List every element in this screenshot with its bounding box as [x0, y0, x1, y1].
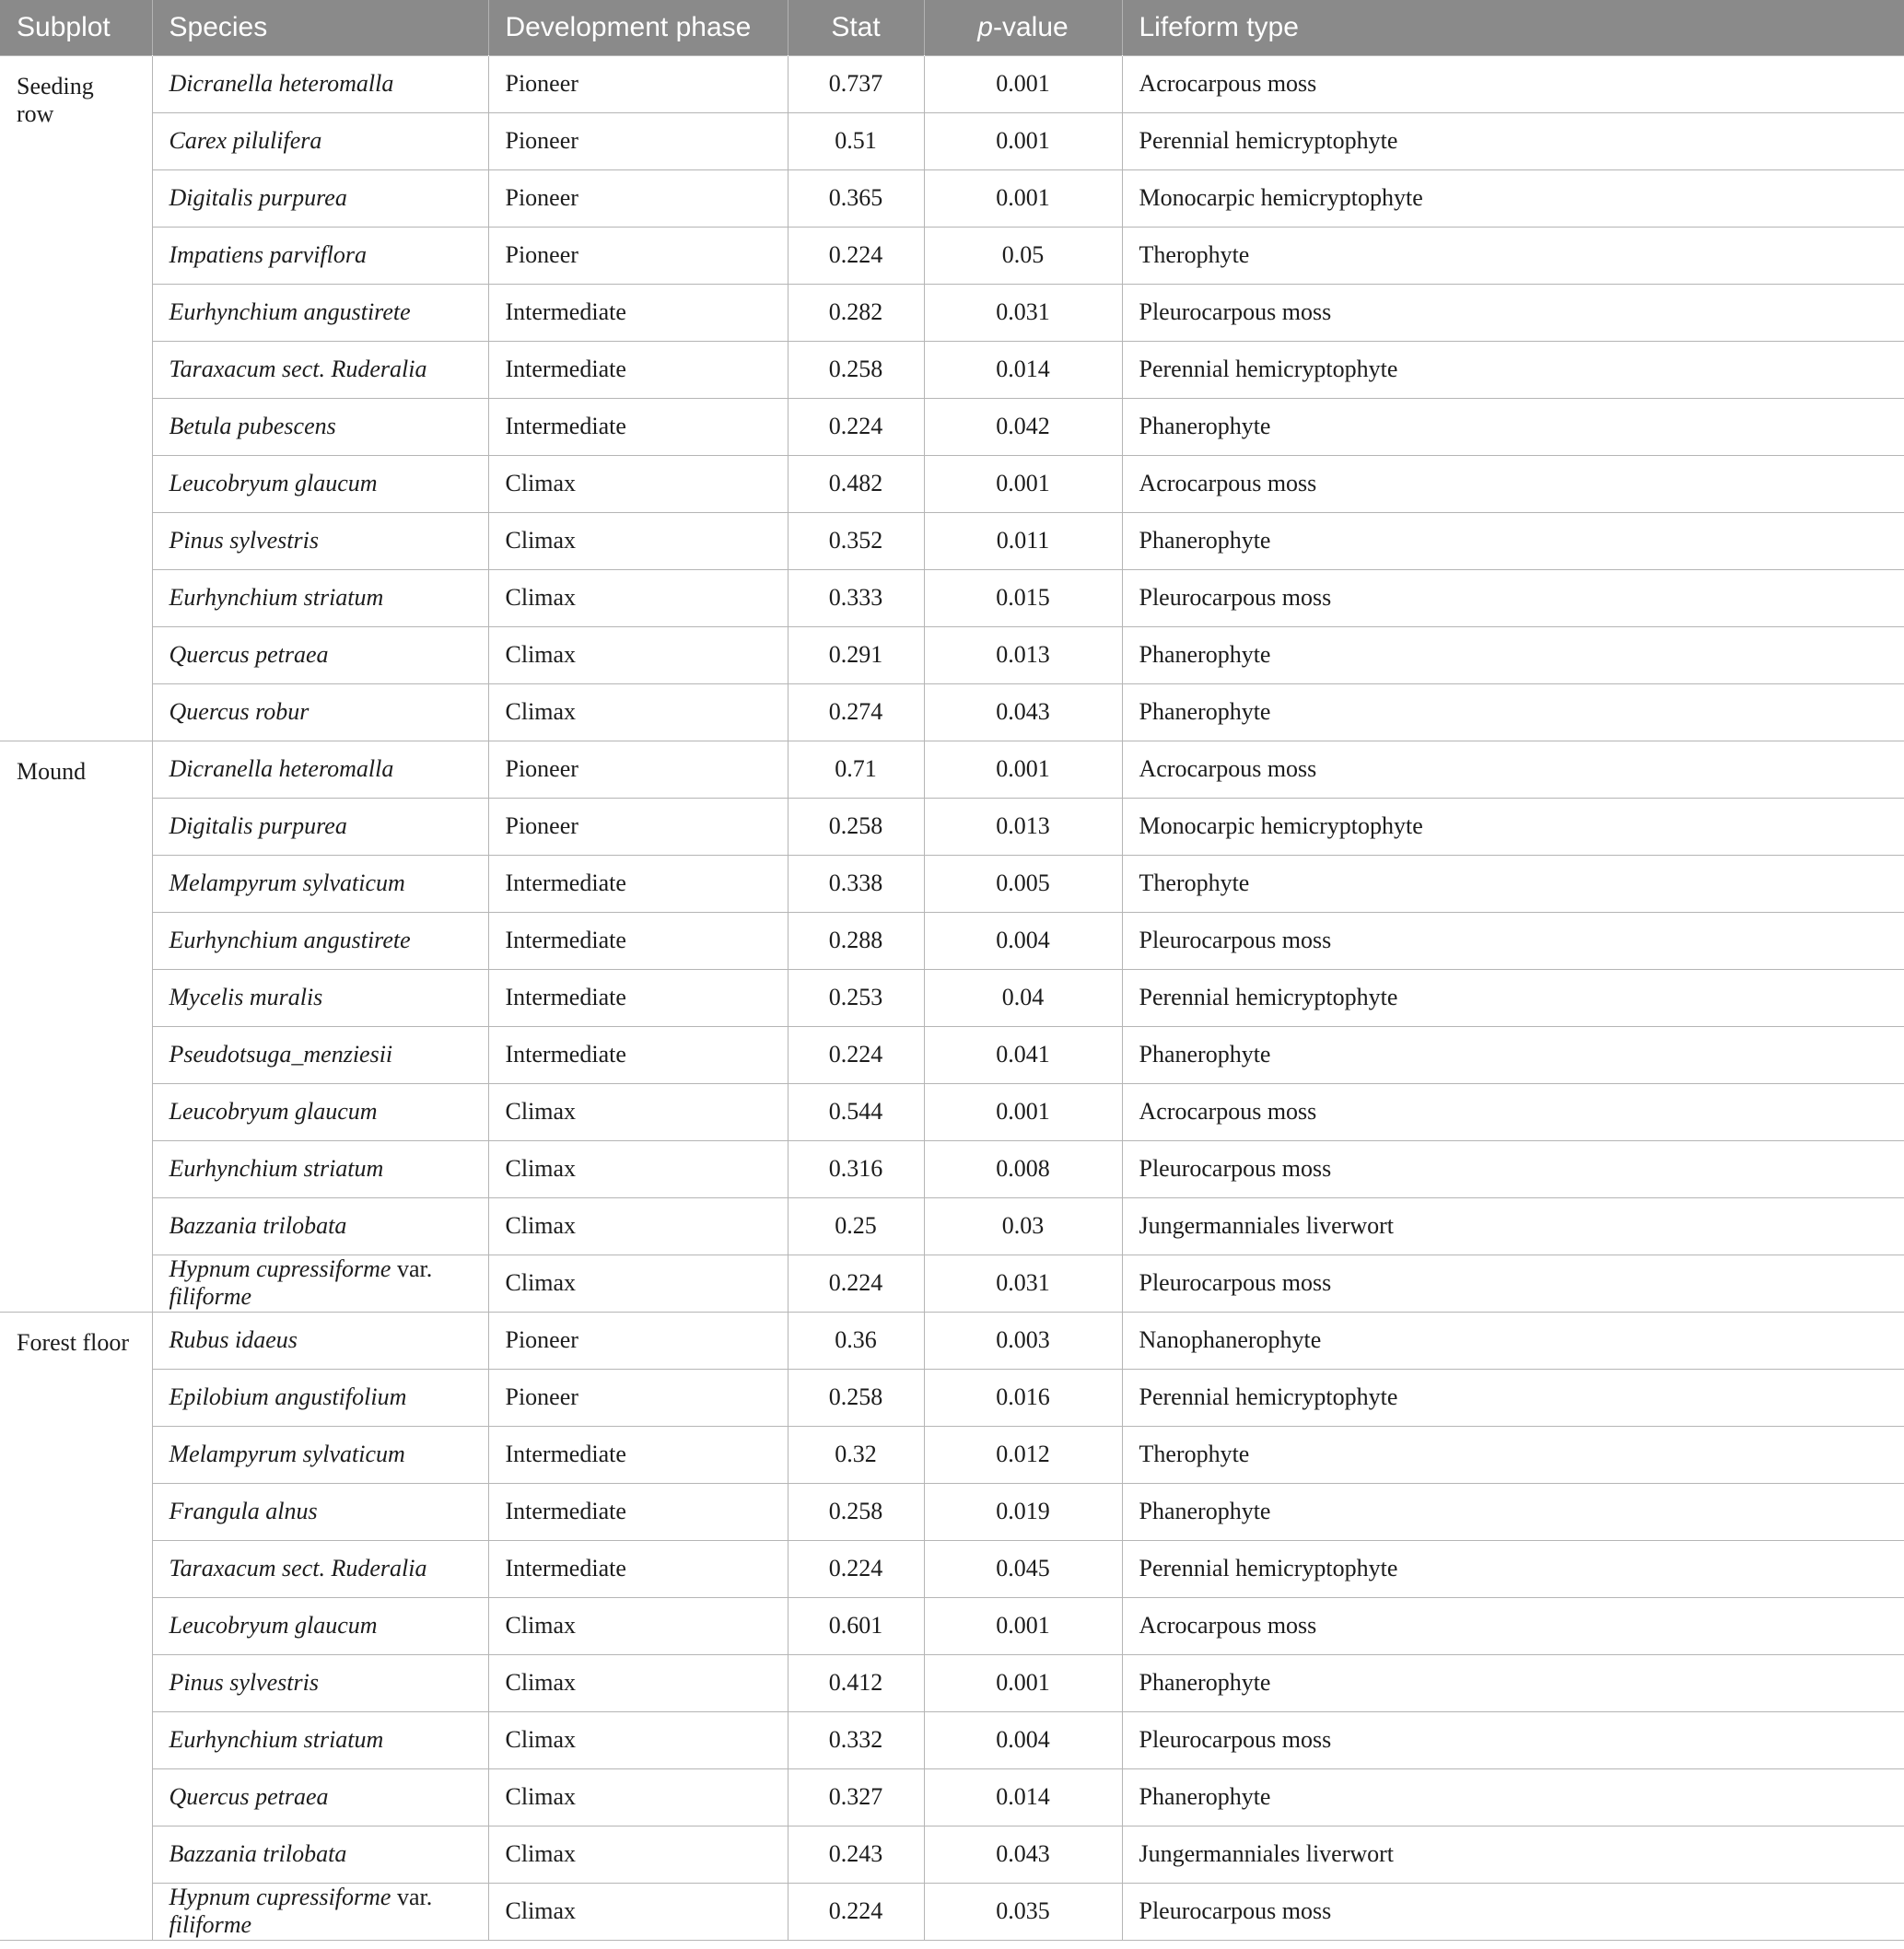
lifeform-cell: Nanophanerophyte	[1122, 1312, 1904, 1369]
table-body	[0, 55, 1904, 1940]
phase-cell: Pioneer	[488, 55, 788, 112]
stat-cell: 0.601	[788, 1597, 924, 1654]
lifeform-cell: Pleurocarpous moss	[1122, 1883, 1904, 1940]
species-cell: Epilobium angustifolium	[152, 1369, 488, 1426]
phase-cell: Climax	[488, 455, 788, 512]
species-cell: Pseudotsuga_menziesii	[152, 1026, 488, 1083]
stat-cell: 0.258	[788, 1483, 924, 1540]
column-header-development-phase: Development phase	[488, 0, 788, 55]
lifeform-cell: Pleurocarpous moss	[1122, 1711, 1904, 1768]
phase-cell: Intermediate	[488, 1426, 788, 1483]
lifeform-cell: Phanerophyte	[1122, 1768, 1904, 1826]
phase-cell: Climax	[488, 1083, 788, 1140]
p-cell: 0.001	[924, 169, 1122, 227]
species-cell: Bazzania trilobata	[152, 1826, 488, 1883]
table-row	[0, 969, 1904, 1026]
lifeform-cell: Therophyte	[1122, 227, 1904, 284]
species-cell: Pinus sylvestris	[152, 1654, 488, 1711]
phase-cell: Pioneer	[488, 227, 788, 284]
species-cell: Hypnum cupressiforme var. filiforme	[152, 1255, 488, 1312]
phase-cell: Pioneer	[488, 1369, 788, 1426]
phase-cell: Climax	[488, 1711, 788, 1768]
stat-cell: 0.36	[788, 1312, 924, 1369]
stat-cell: 0.333	[788, 569, 924, 626]
stat-cell: 0.224	[788, 1026, 924, 1083]
table-row	[0, 1597, 1904, 1654]
lifeform-cell: Jungermanniales liverwort	[1122, 1826, 1904, 1883]
table-row	[0, 912, 1904, 969]
stat-cell: 0.258	[788, 341, 924, 398]
lifeform-cell: Phanerophyte	[1122, 1483, 1904, 1540]
species-cell: Frangula alnus	[152, 1483, 488, 1540]
lifeform-cell: Monocarpic hemicryptophyte	[1122, 798, 1904, 855]
stat-cell: 0.737	[788, 55, 924, 112]
stat-cell: 0.243	[788, 1826, 924, 1883]
phase-cell: Intermediate	[488, 398, 788, 455]
p-cell: 0.043	[924, 683, 1122, 741]
species-cell: Melampyrum sylvaticum	[152, 1426, 488, 1483]
stat-cell: 0.258	[788, 1369, 924, 1426]
subplot-group-label: Mound	[0, 741, 152, 1312]
table-row	[0, 1197, 1904, 1255]
table-row	[0, 1026, 1904, 1083]
p-cell: 0.001	[924, 1597, 1122, 1654]
table-row	[0, 1540, 1904, 1597]
table-row	[0, 1312, 1904, 1369]
species-cell: Bazzania trilobata	[152, 1197, 488, 1255]
table-row	[0, 741, 1904, 798]
column-header-stat: Stat	[788, 0, 924, 55]
lifeform-cell: Phanerophyte	[1122, 1654, 1904, 1711]
table-row	[0, 341, 1904, 398]
stat-cell: 0.282	[788, 284, 924, 341]
p-cell: 0.001	[924, 455, 1122, 512]
p-cell: 0.003	[924, 1312, 1122, 1369]
phase-cell: Climax	[488, 626, 788, 683]
subplot-group-label: Forest floor	[0, 1312, 152, 1940]
phase-cell: Climax	[488, 1140, 788, 1197]
table-row	[0, 1083, 1904, 1140]
species-cell: Eurhynchium striatum	[152, 1140, 488, 1197]
species-cell: Taraxacum sect. Ruderalia	[152, 341, 488, 398]
species-cell: Digitalis purpurea	[152, 798, 488, 855]
table-row	[0, 569, 1904, 626]
p-cell: 0.001	[924, 55, 1122, 112]
lifeform-cell: Monocarpic hemicryptophyte	[1122, 169, 1904, 227]
species-cell: Rubus idaeus	[152, 1312, 488, 1369]
phase-cell: Pioneer	[488, 169, 788, 227]
column-header-p-value	[924, 0, 1122, 55]
p-cell: 0.008	[924, 1140, 1122, 1197]
lifeform-cell: Perennial hemicryptophyte	[1122, 1540, 1904, 1597]
p-cell: 0.043	[924, 1826, 1122, 1883]
lifeform-cell: Pleurocarpous moss	[1122, 284, 1904, 341]
p-cell: 0.014	[924, 1768, 1122, 1826]
stat-cell: 0.224	[788, 398, 924, 455]
lifeform-cell: Perennial hemicryptophyte	[1122, 112, 1904, 169]
p-cell: 0.042	[924, 398, 1122, 455]
lifeform-cell: Acrocarpous moss	[1122, 741, 1904, 798]
species-cell: Pinus sylvestris	[152, 512, 488, 569]
column-header-subplot: Subplot	[0, 0, 152, 55]
p-cell: 0.014	[924, 341, 1122, 398]
table-row	[0, 512, 1904, 569]
stat-cell: 0.482	[788, 455, 924, 512]
species-cell: Eurhynchium angustirete	[152, 284, 488, 341]
p-cell: 0.015	[924, 569, 1122, 626]
species-cell: Eurhynchium striatum	[152, 569, 488, 626]
stat-cell: 0.51	[788, 112, 924, 169]
p-cell: 0.016	[924, 1369, 1122, 1426]
table-row	[0, 1654, 1904, 1711]
lifeform-cell: Therophyte	[1122, 1426, 1904, 1483]
phase-cell: Pioneer	[488, 1312, 788, 1369]
table-row	[0, 1768, 1904, 1826]
p-cell: 0.031	[924, 284, 1122, 341]
p-cell: 0.001	[924, 741, 1122, 798]
table-row	[0, 1711, 1904, 1768]
table-row	[0, 855, 1904, 912]
phase-cell: Climax	[488, 1197, 788, 1255]
stat-cell: 0.316	[788, 1140, 924, 1197]
lifeform-cell: Perennial hemicryptophyte	[1122, 969, 1904, 1026]
species-cell: Mycelis muralis	[152, 969, 488, 1026]
table-row	[0, 398, 1904, 455]
species-cell: Quercus petraea	[152, 626, 488, 683]
table-row	[0, 1826, 1904, 1883]
stat-cell: 0.352	[788, 512, 924, 569]
p-cell: 0.001	[924, 1083, 1122, 1140]
lifeform-cell: Phanerophyte	[1122, 683, 1904, 741]
lifeform-cell: Acrocarpous moss	[1122, 1083, 1904, 1140]
stat-cell: 0.338	[788, 855, 924, 912]
stat-cell: 0.291	[788, 626, 924, 683]
stat-cell: 0.224	[788, 1255, 924, 1312]
stat-cell: 0.32	[788, 1426, 924, 1483]
lifeform-cell: Pleurocarpous moss	[1122, 1255, 1904, 1312]
lifeform-cell: Phanerophyte	[1122, 1026, 1904, 1083]
p-cell: 0.019	[924, 1483, 1122, 1540]
phase-cell: Pioneer	[488, 741, 788, 798]
p-cell: 0.041	[924, 1026, 1122, 1083]
phase-cell: Climax	[488, 1597, 788, 1654]
p-cell: 0.045	[924, 1540, 1122, 1597]
p-value-italic-p: p	[977, 11, 993, 42]
p-cell: 0.05	[924, 227, 1122, 284]
table-row	[0, 55, 1904, 112]
p-cell: 0.013	[924, 798, 1122, 855]
lifeform-cell: Pleurocarpous moss	[1122, 569, 1904, 626]
species-cell: Betula pubescens	[152, 398, 488, 455]
phase-cell: Climax	[488, 569, 788, 626]
phase-cell: Climax	[488, 683, 788, 741]
stat-cell: 0.365	[788, 169, 924, 227]
lifeform-cell: Phanerophyte	[1122, 512, 1904, 569]
species-cell: Dicranella heteromalla	[152, 741, 488, 798]
table-row	[0, 227, 1904, 284]
stat-cell: 0.327	[788, 1768, 924, 1826]
p-cell: 0.001	[924, 112, 1122, 169]
species-cell: Quercus robur	[152, 683, 488, 741]
lifeform-cell: Pleurocarpous moss	[1122, 1140, 1904, 1197]
phase-cell: Climax	[488, 1826, 788, 1883]
phase-cell: Pioneer	[488, 798, 788, 855]
stat-cell: 0.253	[788, 969, 924, 1026]
stat-cell: 0.274	[788, 683, 924, 741]
phase-cell: Climax	[488, 1883, 788, 1940]
lifeform-cell: Acrocarpous moss	[1122, 55, 1904, 112]
species-cell: Quercus petraea	[152, 1768, 488, 1826]
lifeform-cell: Phanerophyte	[1122, 626, 1904, 683]
phase-cell: Intermediate	[488, 1483, 788, 1540]
phase-cell: Intermediate	[488, 1026, 788, 1083]
table-row	[0, 683, 1904, 741]
table-row	[0, 1483, 1904, 1540]
table-row	[0, 1140, 1904, 1197]
species-cell: Digitalis purpurea	[152, 169, 488, 227]
stat-cell: 0.412	[788, 1654, 924, 1711]
species-cell: Dicranella heteromalla	[152, 55, 488, 112]
stat-cell: 0.224	[788, 1883, 924, 1940]
stat-cell: 0.224	[788, 227, 924, 284]
species-cell: Leucobryum glaucum	[152, 1597, 488, 1654]
lifeform-cell: Perennial hemicryptophyte	[1122, 1369, 1904, 1426]
p-cell: 0.005	[924, 855, 1122, 912]
phase-cell: Intermediate	[488, 341, 788, 398]
table-row	[0, 798, 1904, 855]
species-cell: Impatiens parviflora	[152, 227, 488, 284]
p-cell: 0.012	[924, 1426, 1122, 1483]
phase-cell: Intermediate	[488, 969, 788, 1026]
stat-cell: 0.332	[788, 1711, 924, 1768]
species-cell: Taraxacum sect. Ruderalia	[152, 1540, 488, 1597]
stat-cell: 0.258	[788, 798, 924, 855]
table-row	[0, 1883, 1904, 1940]
p-cell: 0.004	[924, 1711, 1122, 1768]
phase-cell: Intermediate	[488, 284, 788, 341]
species-cell: Eurhynchium angustirete	[152, 912, 488, 969]
phase-cell: Intermediate	[488, 912, 788, 969]
phase-cell: Intermediate	[488, 1540, 788, 1597]
phase-cell: Climax	[488, 1255, 788, 1312]
p-cell: 0.011	[924, 512, 1122, 569]
p-cell: 0.03	[924, 1197, 1122, 1255]
p-cell: 0.031	[924, 1255, 1122, 1312]
column-header-lifeform-type: Lifeform type	[1122, 0, 1904, 55]
p-cell: 0.04	[924, 969, 1122, 1026]
table-row	[0, 626, 1904, 683]
column-header-species: Species	[152, 0, 488, 55]
lifeform-cell: Pleurocarpous moss	[1122, 912, 1904, 969]
p-cell: 0.013	[924, 626, 1122, 683]
lifeform-cell: Acrocarpous moss	[1122, 455, 1904, 512]
species-cell: Leucobryum glaucum	[152, 455, 488, 512]
lifeform-cell: Jungermanniales liverwort	[1122, 1197, 1904, 1255]
stat-cell: 0.288	[788, 912, 924, 969]
phase-cell: Climax	[488, 1654, 788, 1711]
table-row	[0, 1426, 1904, 1483]
phase-cell: Climax	[488, 1768, 788, 1826]
lifeform-cell: Acrocarpous moss	[1122, 1597, 1904, 1654]
subplot-group-label: Seeding row	[0, 55, 152, 741]
p-value-rest: -value	[992, 11, 1069, 42]
species-cell: Carex pilulifera	[152, 112, 488, 169]
table-row	[0, 112, 1904, 169]
species-cell: Eurhynchium striatum	[152, 1711, 488, 1768]
table-row	[0, 169, 1904, 227]
p-cell: 0.035	[924, 1883, 1122, 1940]
table-row	[0, 284, 1904, 341]
phase-cell: Pioneer	[488, 112, 788, 169]
phase-cell: Intermediate	[488, 855, 788, 912]
table-header-row	[0, 0, 1904, 55]
stat-cell: 0.25	[788, 1197, 924, 1255]
species-cell: Leucobryum glaucum	[152, 1083, 488, 1140]
phase-cell: Climax	[488, 512, 788, 569]
p-cell: 0.004	[924, 912, 1122, 969]
stat-cell: 0.544	[788, 1083, 924, 1140]
species-cell: Melampyrum sylvaticum	[152, 855, 488, 912]
table-row	[0, 455, 1904, 512]
species-cell: Hypnum cupressiforme var. filiforme	[152, 1883, 488, 1940]
table-row	[0, 1369, 1904, 1426]
p-cell: 0.001	[924, 1654, 1122, 1711]
table-row	[0, 1255, 1904, 1312]
lifeform-cell: Phanerophyte	[1122, 398, 1904, 455]
lifeform-cell: Perennial hemicryptophyte	[1122, 341, 1904, 398]
stat-cell: 0.71	[788, 741, 924, 798]
stat-cell: 0.224	[788, 1540, 924, 1597]
lifeform-cell: Therophyte	[1122, 855, 1904, 912]
